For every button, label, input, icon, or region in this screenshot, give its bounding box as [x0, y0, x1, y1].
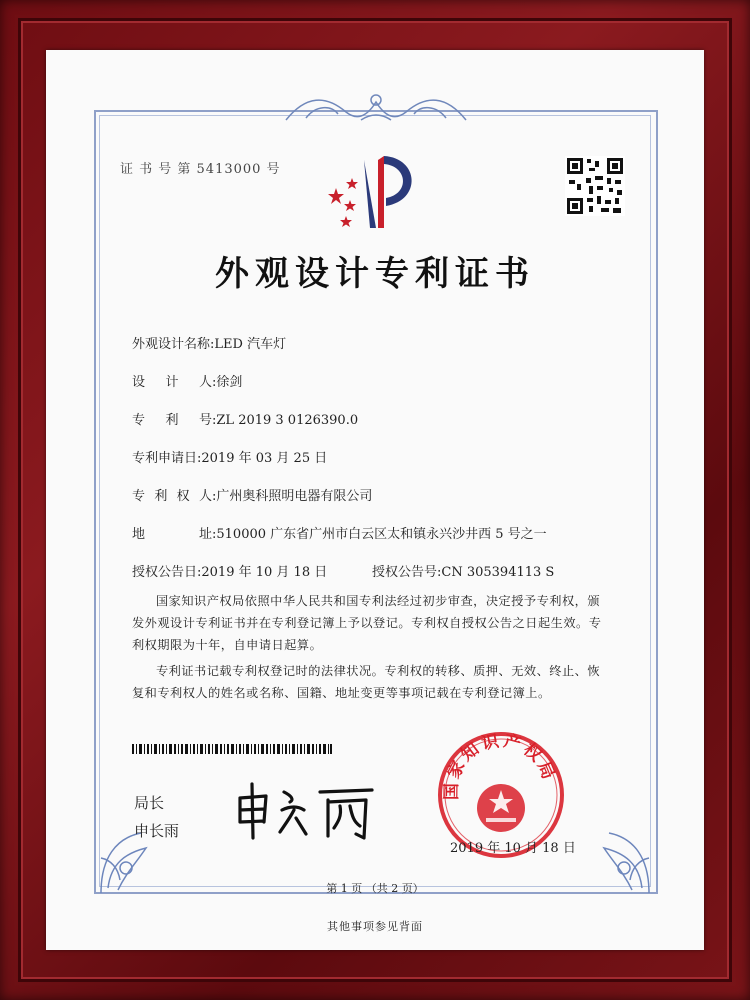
- field-value: CN 305394113 S: [441, 565, 555, 580]
- field-design-name: [132, 333, 286, 352]
- field-value: ZL 2019 3 0126390.0: [216, 413, 359, 428]
- field-filing-date: [132, 447, 327, 466]
- certificate-paper: [46, 50, 704, 950]
- field-label: 专利申请日:: [132, 451, 202, 466]
- footer-note: 其他事项参见背面: [327, 920, 423, 933]
- field-value: 广州奥科照明电器有限公司: [216, 489, 373, 504]
- field-label: 专 利 号: [132, 413, 212, 428]
- field-value: 2019 年 03 月 25 日: [201, 451, 328, 466]
- certificate-title: 外观设计专利证书: [215, 254, 535, 294]
- field-patentee: 专 利 权 人 :广州奥科照明电器有限公司: [132, 485, 372, 504]
- field-value: LED 汽车灯: [214, 337, 287, 352]
- field-designer: 设 计 人 :徐剑: [132, 371, 242, 390]
- field-address: 地 址 :510000 广东省广州市白云区太和镇永兴沙井西 5 号之一: [132, 523, 547, 542]
- field-label: 设 计 人: [132, 375, 212, 390]
- field-label: 专 利 权 人: [132, 489, 212, 504]
- director-name: 申长雨: [134, 822, 180, 840]
- field-value: 徐剑: [216, 375, 243, 390]
- top-ornament-icon: [276, 90, 476, 130]
- patent-office-emblem-icon: [324, 150, 424, 232]
- field-label: 授权公告日:: [132, 565, 202, 580]
- seal-date: 2019 年 10 月 18 日: [450, 841, 576, 856]
- director-title: 局长: [134, 794, 165, 812]
- page-number: 第 1 页 （共 2 页）: [326, 882, 424, 895]
- statement-paragraph-1: 国家知识产权局依照中华人民共和国专利法经过初步审查，决定授予专利权，颁发外观设计专利证书并在专利登记簿上予以登记。专利权自授权公告之日起生效。专利权期限为十年，自申请日起算。: [132, 594, 602, 652]
- field-label: 地 址: [132, 527, 212, 542]
- field-label: 外观设计名称:: [132, 337, 215, 352]
- barcode-icon: [132, 744, 332, 754]
- field-label: 授权公告号:: [372, 565, 442, 580]
- field-patent-number: 专 利 号 :ZL 2019 3 0126390.0: [132, 409, 358, 428]
- seal-text: 国家知识产权局: [441, 730, 560, 801]
- statement-paragraph-2: 专利证书记载专利权登记时的法律状况。专利权的转移、质押、无效、终止、恢复和专利权人的姓名或名称、国籍、地址变更等事项记载在专利登记簿上。: [132, 664, 601, 700]
- handwritten-signature-icon: [232, 776, 382, 846]
- field-grant-number: [372, 561, 554, 580]
- field-grant-date: [132, 561, 327, 580]
- field-value: 2019 年 10 月 18 日: [201, 565, 328, 580]
- qr-code-icon: [565, 156, 625, 216]
- certificate-number: 证 书 号 第 5413000 号: [120, 162, 281, 177]
- field-value: 510000 广东省广州市白云区太和镇永兴沙井西 5 号之一: [216, 527, 547, 542]
